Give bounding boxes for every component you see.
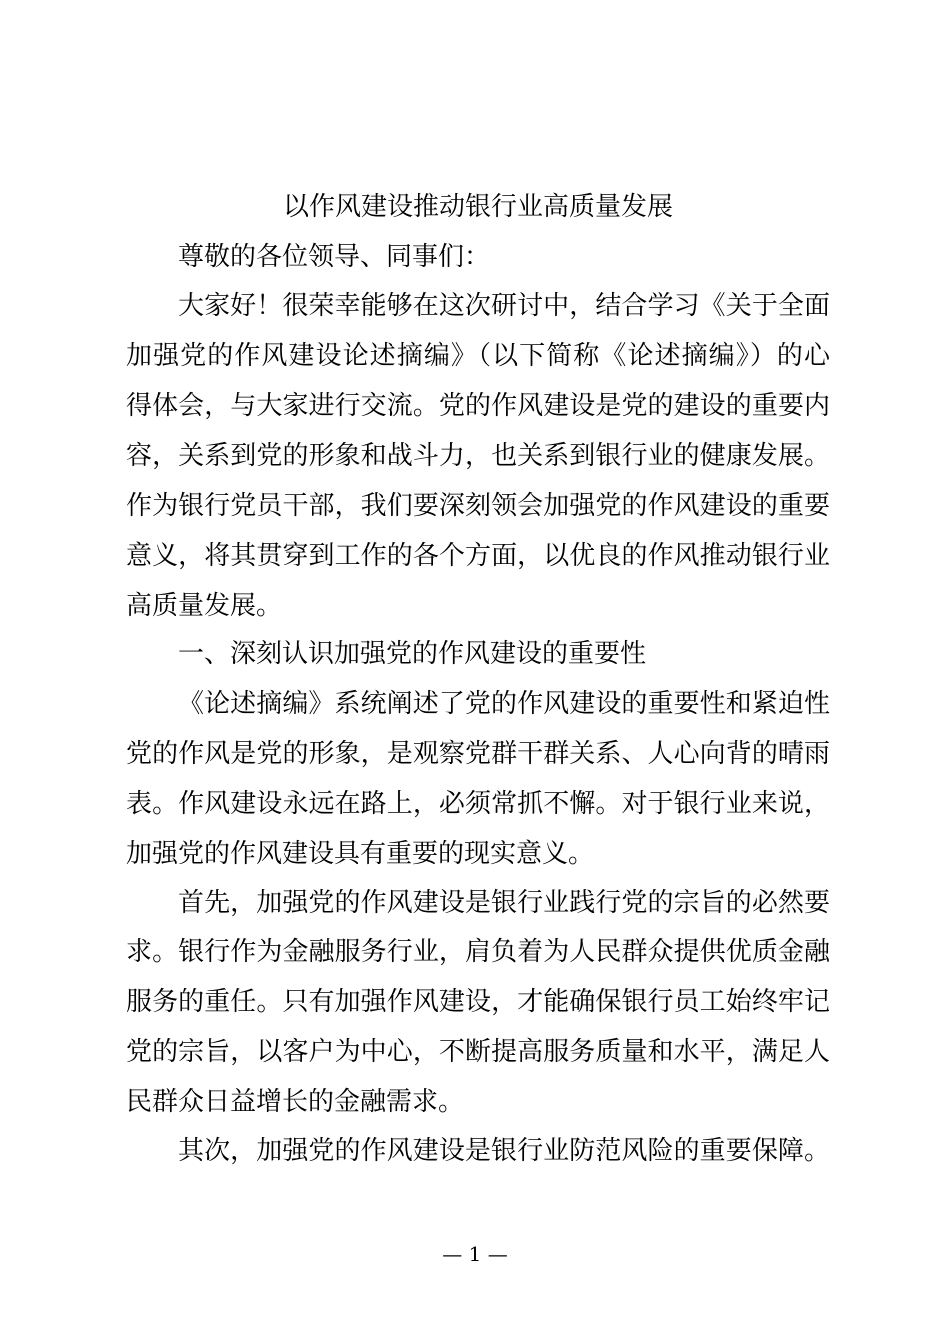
- paragraph-line: 得体会，与大家进行交流。党的作风建设是党的建设的重要内: [126, 391, 830, 421]
- document-title: 以作风建设推动银行业高质量发展: [282, 192, 673, 222]
- paragraph-line: 表。作风建设永远在路上，必须常抓不懈。对于银行业来说，: [126, 789, 830, 819]
- paragraph-line: 容，关系到党的形象和战斗力，也关系到银行业的健康发展。: [126, 441, 830, 471]
- paragraph-line: 其次，加强党的作风建设是银行业防范风险的重要保障。: [178, 1136, 830, 1166]
- paragraph-line: 求。银行作为金融服务行业，肩负着为人民群众提供优质金融: [126, 937, 830, 967]
- section-heading: 一、深刻认识加强党的作风建设的重要性: [178, 639, 647, 669]
- paragraph-line: 高质量发展。: [126, 591, 283, 621]
- page-number: — 1 —: [442, 1242, 508, 1266]
- paragraph-line: 加强党的作风建设具有重要的现实意义。: [126, 839, 595, 869]
- salutation: 尊敬的各位领导、同事们：: [178, 242, 491, 272]
- paragraph-line: 党的宗旨，以客户为中心，不断提高服务质量和水平，满足人: [126, 1037, 830, 1067]
- paragraph-line: 加强党的作风建设论述摘编》（以下简称《论述摘编》）的心: [126, 341, 830, 371]
- paragraph-line: 首先，加强党的作风建设是银行业践行党的宗旨的必然要: [178, 888, 830, 918]
- paragraph-line: 党的作风是党的形象，是观察党群干群关系、人心向背的晴雨: [126, 739, 830, 769]
- paragraph-line: 意义，将其贯穿到工作的各个方面，以优良的作风推动银行业: [126, 541, 830, 571]
- paragraph-line: 民群众日益增长的金融需求。: [126, 1087, 465, 1117]
- paragraph-line: 作为银行党员干部，我们要深刻领会加强党的作风建设的重要: [126, 491, 830, 521]
- paragraph-line: 《论述摘编》系统阐述了党的作风建设的重要性和紧迫性: [178, 689, 830, 719]
- paragraph-line: 大家好！很荣幸能够在这次研讨中，结合学习《关于全面: [178, 291, 830, 321]
- paragraph-line: 服务的重任。只有加强作风建设，才能确保银行员工始终牢记: [126, 987, 830, 1017]
